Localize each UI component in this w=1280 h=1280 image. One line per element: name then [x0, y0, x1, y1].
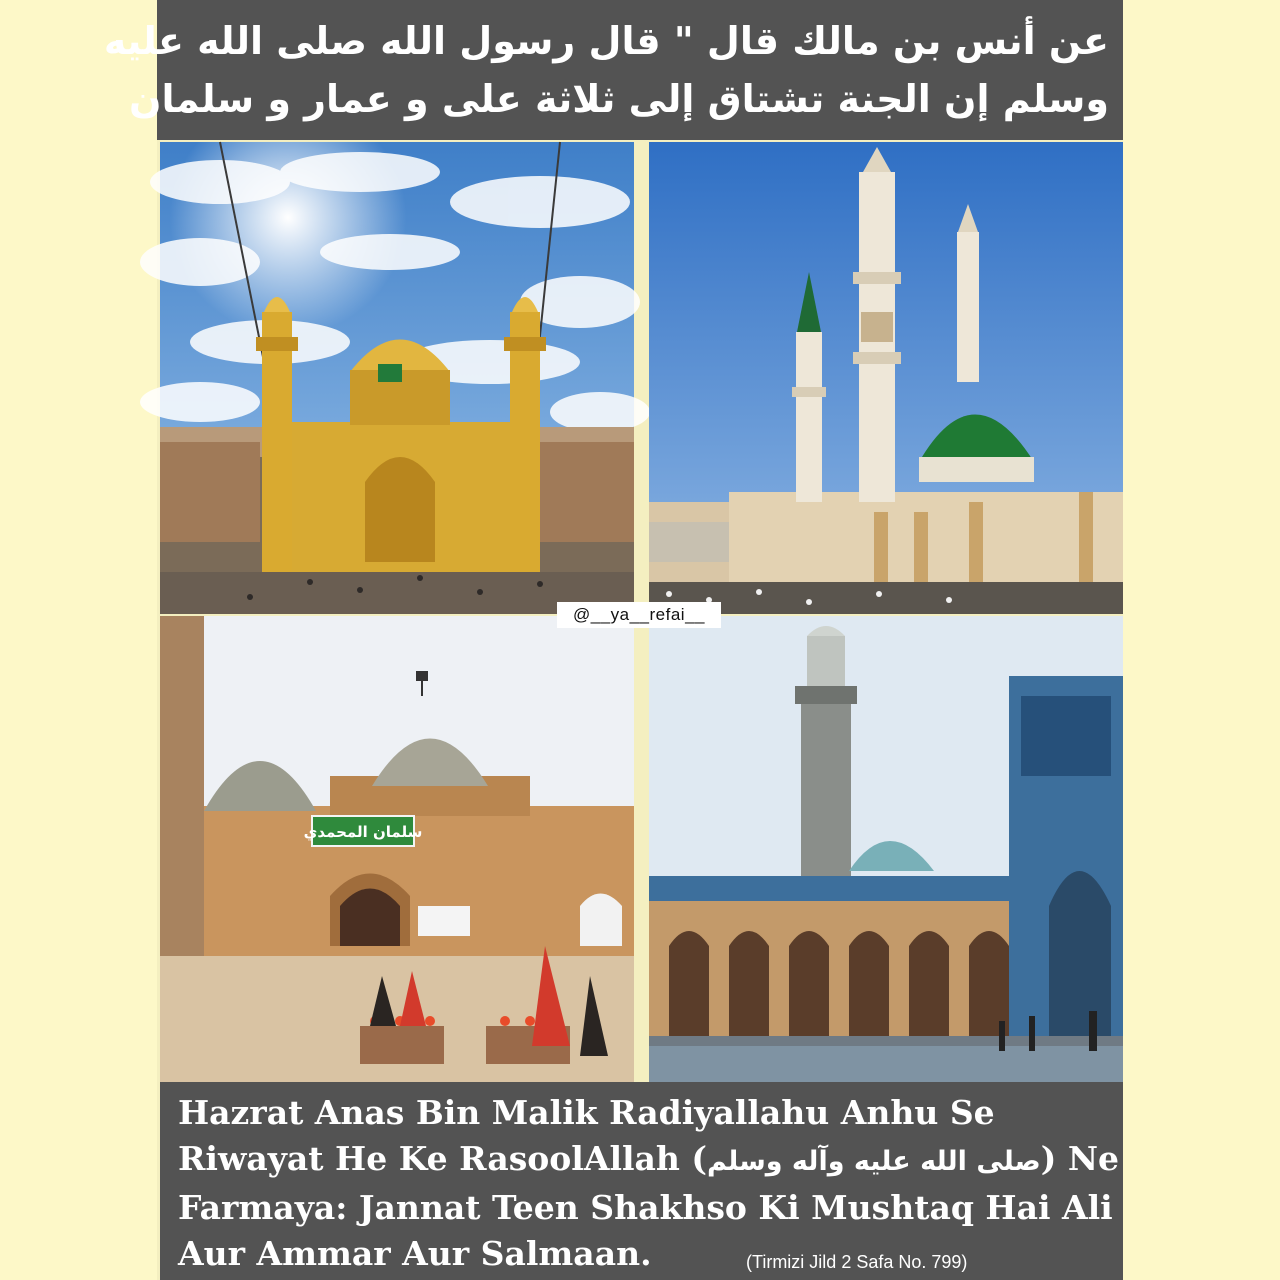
arabic-header-line-2: وسلم إن الجنة تشتاق إلى ثلاثة على و عمار و سلمان — [129, 77, 1109, 121]
citation-reference: (Tirmizi Jild 2 Safa No. 799) — [746, 1252, 968, 1272]
footer-line-2-start: Riwayat He Ke RasoolAllah ( — [178, 1139, 707, 1178]
arabic-header-banner — [103, 0, 1123, 140]
arabic-header-line-1: عن أنس بن مالك قال " قال رسول الله صلى الله عليه — [103, 19, 1109, 63]
footer-line-2-arabic: صلى الله عليه وآله وسلم — [707, 1146, 1041, 1177]
footer-line-4: Aur Ammar Aur Salmaan. — [178, 1234, 652, 1273]
footer-line-3: Farmaya: Jannat Teen Shakhso Ki Mushtaq Hai Ali — [178, 1188, 1113, 1227]
footer-line-1: Hazrat Anas Bin Malik Radiyallahu Anhu Se — [178, 1093, 995, 1132]
watermark-handle: @__ya__refai__ — [557, 602, 721, 628]
photo-golden-dome-shrine — [160, 142, 634, 614]
photo-green-dome-mosque — [649, 142, 1123, 614]
footer-line-2-end: ) Ne — [1040, 1139, 1120, 1178]
footer-line-2 — [178, 1136, 1120, 1185]
photo-tiled-mosque — [649, 616, 1123, 1082]
photo-brick-shrine — [160, 616, 634, 1082]
shrine-sign-text: سلمان المحمدي — [303, 823, 423, 841]
